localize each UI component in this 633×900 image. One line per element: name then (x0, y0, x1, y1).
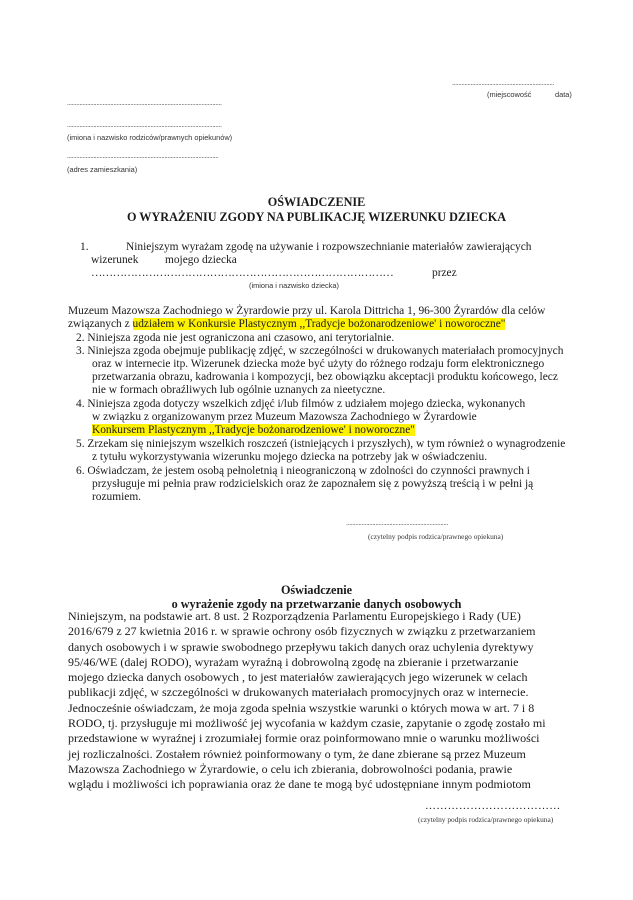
signature-dots-2: ……………………………… (425, 800, 561, 812)
museum-line2 (68, 318, 505, 331)
item6-line2: przysługuje mi pełnia praw rodzicielskich oraz że zapoznałem się z powyższą treścią i w pełni ją (92, 478, 534, 490)
contest-highlight-1: udziałem w Konkursie Plastycznym ,,Tradycje bożonarodzeniowe' i noworoczne" (132, 318, 506, 330)
item1-text: Niniejszym wyrażam zgodę na używanie i rozpowszechnianie materiałów zawierających (126, 241, 532, 253)
signature-dots-1: .................................................................. (346, 520, 448, 527)
item1-child: mojego dziecka (165, 254, 237, 266)
item4-line2: w związku z organizowanym przez Muzeum Mazowsza Zachodniego w Żyrardowie (92, 411, 477, 423)
item4-line3 (92, 424, 415, 437)
museum-line2-prefix: związanych z (68, 318, 133, 330)
document-subtitle: O WYRAŻENIU ZGODY NA PUBLIKACJĘ WIZERUNKU DZIECKA (127, 210, 506, 224)
data-consent-line: Niniejszym, na podstawie art. 8 ust. 2 Rozporządzenia Parlamentu Europejskiego i Rady (UE) (68, 609, 521, 623)
data-consent-line: publikacji zdjęć, w szczególności w drukowanych materiałach promocyjnych oraz w internecie. (68, 685, 529, 700)
data-consent-line: Jednocześnie oświadczam, że moja zgoda spełnia wszystkie warunki o których mowa w art. 7 i 8 (68, 700, 535, 715)
item6-line1: 6. Oświadczam, że jestem osobą pełnoletnią i nieograniczoną w zdolności do czynności prawnych i (76, 465, 530, 477)
document-title: OŚWIADCZENIE (267, 195, 366, 209)
date-label: data) (555, 90, 572, 99)
data-consent-subtitle: o wyrażenie zgody na przetwarzanie danych osobowych (171, 597, 462, 611)
data-consent-line: 2016/679 z 27 kwietnia 2016 r. w sprawie ochrony osób fizycznych w związku z przetwarzaniem (68, 624, 536, 639)
parent-names-label: (imiona i nazwisko rodziców/prawnych opiekunów) (67, 133, 233, 142)
museum-line1: Muzeum Mazowsza Zachodniego w Żyrardowie przy ul. Karola Dittricha 1, 96-300 Żyrardów dla celów (68, 305, 546, 317)
item3-line4: nie w formach obraźliwych lub ogólnie uznanych za nieetyczne. (92, 384, 386, 396)
item4-line1: 4. Niniejsza zgoda dotyczy wszelkich zdjęć i/lub filmów z udziałem mojego dziecka, wykonanych (76, 398, 526, 410)
item3-line1: 3. Niniejsza zgoda obejmuje publikację zdjęć, w szczególności w drukowanych materiałach promocyjnych (76, 345, 564, 357)
item5-line1: 5. Zrzekam się niniejszym wszelkich roszczeń (istniejących i przyszłych), w tym również o wynagrodzenie (76, 438, 566, 450)
data-consent-line: danych osobowych i w sprawie swobodnego przepływu takich danych oraz uchylenia dyrektywy (68, 639, 534, 654)
data-consent-line: Mazowsza Zachodniego w Żyrardowie, o celu ich zbierania, dobrowolności podania, prawie (68, 761, 513, 776)
data-consent-body (68, 609, 546, 793)
address-dots: .................................................................................................. (67, 153, 219, 160)
item1-wizerunek: wizerunek (91, 254, 139, 266)
data-consent-line: mojego dziecka danych osobowych , to jest materiałów zawierających jego wizerunek w celach (68, 670, 528, 685)
item3-line2: oraz w internecie itp. Wizerunek dziecka może być użyty do różnego rodzaju form elektronicznego (92, 358, 545, 370)
data-consent-line: przedstawione w wyraźnej i zrozumiałej formie oraz poinformowano mnie o warunku możliwości (68, 731, 540, 746)
item1-przez: przez (432, 267, 457, 279)
item2: 2. Niniejsza zgoda nie jest ograniczona ani czasowo, ani terytorialnie. (76, 332, 395, 344)
data-consent-line: RODO, tj. przysługuje mi możliwość jej wycofania w każdym czasie, zapytanie o zgodę zostało mi (68, 716, 546, 731)
parent-name-dots-2: .................................................................................................... (67, 122, 222, 129)
item3-line3: przetwarzania obrazu, kadrowania i kompozycji, bez obowiązku akceptacji produktu końcowego, lecz (92, 371, 558, 383)
data-consent-title: Oświadczenie (280, 583, 353, 597)
item5-line2: z tytułu wykorzystywania wizerunku mojego dziecka na potrzeby jak w oświadczeniu. (92, 451, 488, 463)
child-name-label: (imiona i nazwisko dziecka) (249, 281, 339, 290)
data-consent-line: jej rozliczalności. Zostałem również poinformowany o tym, że dane zbierane są przez Muzeum (68, 746, 526, 761)
item6-line3: rozumiem. (92, 491, 142, 503)
signature-label-2: (czytelny podpis rodzica/prawnego opiekuna) (418, 815, 554, 824)
signature-label-1: (czytelny podpis rodzica/prawnego opiekuna) (368, 532, 504, 541)
child-name-dots: ………………………………………………………………………… (91, 267, 394, 279)
contest-highlight-2: Konkursem Plastycznym ,,Tradycje bożonarodzeniowe' i noworoczne" (92, 424, 415, 436)
address-label: (adres zamieszkania) (67, 165, 138, 174)
place-label: (miejscowość (487, 90, 532, 99)
parent-name-dots-1: .................................................................................................... (67, 100, 222, 107)
data-consent-line: wglądu i możliwości ich poprawiania oraz że dane te mogą być udostępniane innym podmiotom (68, 777, 531, 792)
item1-number: 1. (80, 241, 89, 253)
data-consent-line: 95/46/WE (dalej RODO), wyrażam wyraźną i dobrowolną zgodę na zbieranie i przetwarzanie (68, 654, 519, 669)
place-date-dots: .................................................................. (452, 80, 554, 87)
